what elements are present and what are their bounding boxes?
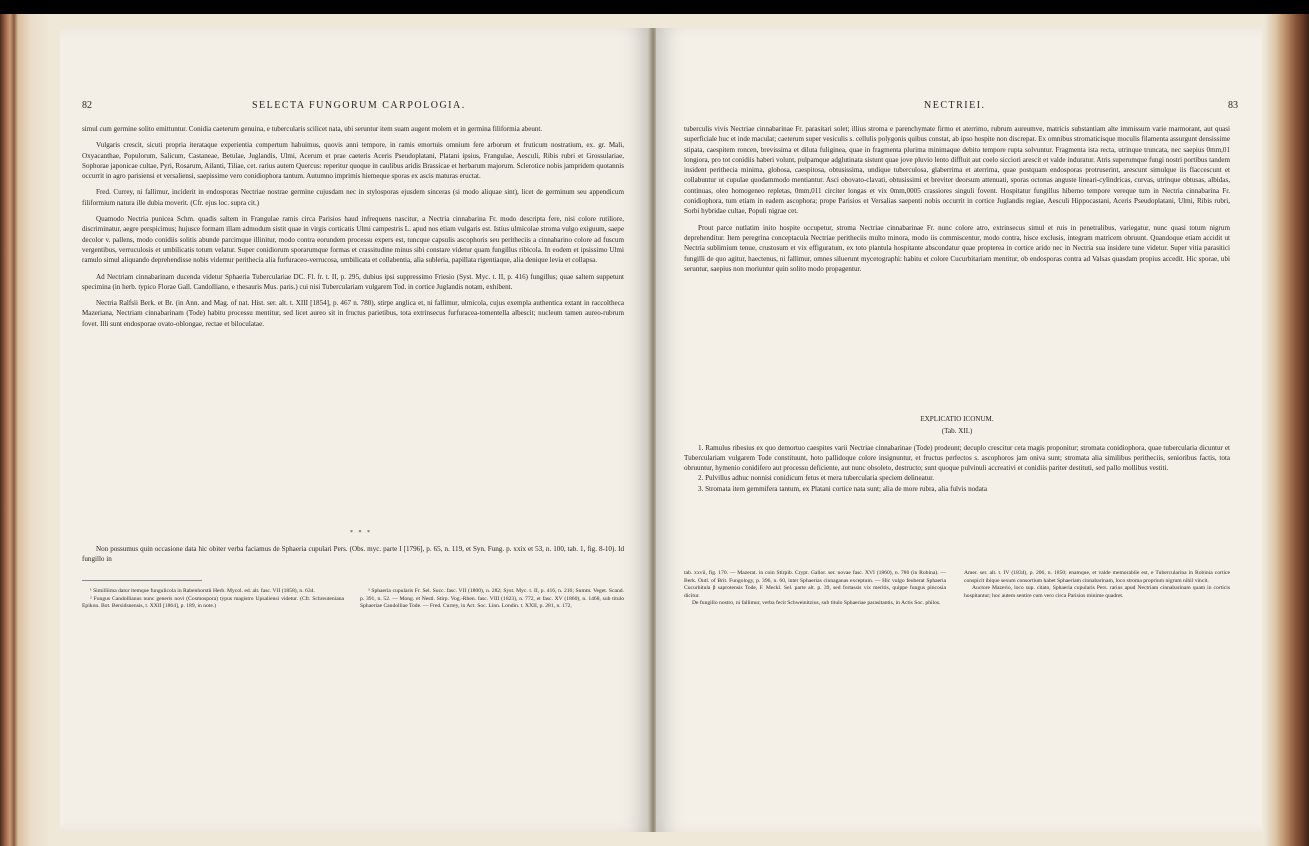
- footnote: ² Fungus Candollianus nunc generis novi (Cosmospora) typus magistro Upsaliensi videtur. (Cfr. Schreuteniana Epikon. Bot. Bersidsnensis, t. XXII [1864], p. 189, in note.): [82, 595, 344, 610]
- footnote: Amer. ser. alt. t. IV (1834), p. 206, n. 1850; enamque, et valde memorabile est, e Tubercularina in Robinia cortice conspicit ibique sexum consortium habet Sphaeriam cinnabarinam, loco stroma proprium nigrum nihil vincit.: [964, 570, 1230, 584]
- paragraph: Prout parce nutlatim inito hospite occupetur, stroma Nectriae cinnabarinae Fr. nunc colore atro, extrinsecus simul et ruis in penetralibus, variegatur, nunc quasi totum nigrum deprehenditur. Item peregrina conceptacula Nectriae peritheciis multo minora, modo iis commiscentur, modo contra, hisce exclusis, integram matricem obruunt. Quandoque etiam accidit ut Nectria sublimium tenue, crustosum et vix effiguratum, ex toto plantula hospitante abscondatur quae propterea in cortice arido nec in Nectria sua insidere tune videtur. Super vitia parasitici fungilli de quo agitur, haectenus, ni fallimur, omnes siluerunt mycetographi: habitu et colore Cucurbitariam mentitur, ob endosporas contra ad Valsas quasdam propius accedit. Hic sporae, ubi seruntur, saepius non moriuntur quin solito modo propagentur.: [684, 223, 1230, 273]
- section-subheading: (Tab. XII.): [941, 427, 973, 436]
- left-footnotes-col1: [82, 588, 344, 611]
- right-footnotes-col1: [684, 570, 946, 608]
- list-item: 1. Ramulus ribesius ex quo demortuo caespites varii Nectriae cinnabarinae (Tode) prodeunt; decuplo crescitur ceta magis proponitur; stromata conidiophora, quae tubercularia dicuntur et Tuberculariam vulgarem Tode constituunt, hoto pallidoque colore insignuntur, et fructus perfectos s. ascophoros jam oniva sunt; stromata alia similibus peritheciis, senioribus factis, tota obruuntur, hymenio conidifero aut processu deficiente, aut nunc obsoleto, destructo; sunt quoque pulvinuli accreativi et conidiis pariter destituti, sed pallo mollibus vestiti.: [684, 443, 1230, 473]
- paragraph: Vulgaris crescit, sicuti propria iterataque experientia compertum habuimus, quovis anni tempore, in ramis emortuis omnium fere arborum et fruticum nostratium, ex. gr. Mali, Oxyacanthae, Populorum, Salicum, Castaneae, Betulae, Juglandis, Ulmi, Acerum et prae caeteris Aceris Pseudoplatani, Platani ipsius, Frangulae, Aesculi, Ribis rubri et Grossulariae, Sophorae japonicae cultae, Pyri, Rosarum, Ailanti, Tiliae, cet. rarius autem Quercus: reperitur quoque in caulibus aridis Brassicae et herbarum majorum. Sclerotice nobis jampridem quotannis occurrit in agro parisiensi et versaliensi, saepissime vero conidiophora tantum. Autumno imprimis hiemeque sporas ex ascis maturas eructat.: [82, 141, 624, 181]
- paragraph: tuberculis vivis Nectriae cinnabarinae Fr. parasitari solet; illius stroma e parenchymate firmo et aterrimo, rubrum aureumve, matricis substantiam alte immissum varie marmorant, aut quasi superficiale huc et inde maculat; caeterum super vesiculis s. cellulis polygonis quibus constat, ab ipso hospite non discrepat. Ex omnibus stromaticisque moculis filamenta assurgunt densissime stipata, caespitem roncen, brevissima et diluta fuliginea, quae in fragmenta plurima minimaque debito tempore rupta solvuntur. Fragmenta ista recta, utrinque truncata, nec saepius 0mm,01 longiora, pro tot conidiis haberi volunt, pulpamque adglutinata sistunt quae jove pluvio lento diffluit aut coelo sicciori arescit et valde induratur. Atris superumque fungi nostri portibus tandem insident perithecia minima, globosa, caespitosa, obtusissima, undique tuberculosa, glaberrima et aterrima, quae postquam endosporas protruserint, arescunt simulque iis flaccescunt et collabuntur ut cupulae quodammodo mentiantur. Asci obovato-clavati, obtusissimi et breviter deorsum attenuati, sporas octonas anguste lineari-cylindricas, curvas, utrinque obtusas, albidas, continuas, oleo homogeneo repletas, 0mm,011 circiter longas et vix 0mm,0005 crassiores singuli fovent. Hospitatur fungillus hiberno tempore vereque tum in Nectria cinnabarina Fr. conidiophora, tum etiam in eadem ascophora; prope Parisios et Versalias saepenti nobis occurrit in cortice Juglandis regiae, Aesculi Hippocastani, Aceris Pseudoplatani, Ulmi, Ribis rubri, Sorbi hybridae cultae, Populi nigrae cet.: [684, 125, 1230, 216]
- left-body: [82, 124, 624, 329]
- book-edge: [1264, 14, 1309, 846]
- left-page: [60, 28, 650, 832]
- right-page: [656, 28, 1262, 832]
- footnote: Auctore Mazerio, loco sup. citato, Sphaeria cupularis Pers. rarius apud Nectriam cinnabarinam quam in corticis hospitantur; hoc autem sentire cum vero circa Parisios minime quadret.: [964, 585, 1230, 599]
- paragraph: Fred. Currey, ni fallimur, inciderit in endosporas Nectriae nostrae germine cujusdam nec in stylosporas ejusdem sinceras (si modo aliquae sint), licet de germinum seu appendicum filiformium natura ille dubia moverit. (Cfr. ejus loc. supra cit.): [82, 188, 624, 207]
- right-running-head: NECTRIEI.: [924, 100, 986, 111]
- footnote: tab. xxvii, fig. 170. — Mazerat. in coin Stirpib. Crypt. Gallor. ser. novae fasc. XVI (1860), n. 780 (in Robina). — Berk. Outl. of Brit. Fungology, p. 396, n. 60, inter Sphaerias cinnaganas exceptum. — Hic vulgo feuberat Sphaeria Cucurbitula β saprotensis Tode, F. Meckl. Sel. parte alt. p. 39, sed fortassis vix meritis, quippe fungus pincosia dicitur.: [684, 570, 946, 599]
- paragraph: Non possumus quin occasione data hic obiter verba faciamus de Sphaeria cupulari Pers. (Obs. myc. parte I [1796], p. 65, n. 119, et Syn. Fung. p. xxix et 53, n. 100, tab. 1, fig. 8-10). Id fungillo in: [82, 545, 624, 564]
- footnote: De fungillo nostro, ni fallimur, verba fecit Schweinitzius, sub titulo Sphaeriae parasitantis, in Actis Soc. philos.: [692, 600, 941, 607]
- left-footnotes-col2: [360, 588, 624, 611]
- paragraph: Quamodo Nectria punicea Schm. quadis saltem in Frangulae ramis circa Parisios haud infrequens nascitur, a Nectria cinnabarina Fr. modo descripta fere, nisi colore rutiliore, discriminatur, aegre perspicimus; hujusce formam illam admodum sistit quae in virgis corticatis Ulmi campestris L. apud nos etiam vulgaris est. Istius ulmicolae stroma vulgo exiguum, saepe decolor v. pallens, modo conidiis solitis abunde parcimque illinitur, modo contra eorundem processu expers est, tuncque capsulis ascophoris seu peritheciis a cinnabarino colore ad fuscum vergentibus, verruculosis et umbilicatis totum velatur. Super conidiorum sporarumque formas et crassitudine minus sibi constare videtur quam fungillus ribicola. In eodem et ipsissimo Ulmi ramulo simul aliquando deprehendisse nobis videmur perithecia alia furfuraceo-verrucosa, umbilicata et collabentia, alia subleria, papillata rigentiaque, alia denique levia et collapsa.: [82, 215, 624, 265]
- left-body-lower: [82, 544, 624, 565]
- left-page-number: 82: [82, 100, 92, 111]
- paragraph: Ad Nectriam cinnabarinam ducenda videtur Sphaeria Tuberculariae DC. Fl. fr. t. II, p. 295, dubius ipsi suppressimo Friesio (Syst. Myc. t. II, p. 416) fungillus; quae saltem suppetunt specimina (in herb. typico Florae Gall. Candolliano, e thesauris Mus. paris.) cui nisi Tuberculariam vulgarem Tod. in cortice Juglandis notam, exhibent.: [82, 272, 624, 291]
- section-divider: * * *: [350, 530, 372, 536]
- paragraph: simul cum germine solito emittuntur. Conidia caeterum genuina, e tubercularis scilicet nata, ubi seruntur item suam augent molem et in germina filiformia abeunt.: [82, 125, 543, 133]
- list-item: 3. Stromata item gemmifera tantum, ex Platani cortice nata sunt; alia de more rubra, alia fulvis nodata: [698, 484, 987, 493]
- explicatio-section: [684, 414, 1230, 494]
- right-page-number: 83: [1228, 100, 1238, 111]
- footnote: ¹ Similliima datur itemque fungulicola in Rabenhorstii Herb. Mycol. ed. alt. fasc. VII (1858), n. 634.: [90, 588, 315, 594]
- left-running-head: SELECTA FUNGORUM CARPOLOGIA.: [252, 100, 466, 111]
- section-heading: EXPLICATIO ICONUM.: [920, 415, 994, 423]
- right-body: [684, 124, 1230, 274]
- list-item: 2. Pulvillus adhuc nonnisi conidicum fetus et mera tubercularia speciem delineatur.: [698, 474, 934, 483]
- paragraph: Nectria Ralfsii Berk. et Br. (in Ann. and Mag. of nat. Hist. ser. alt. t. XIII [1854], p. 467 n. 780), stirpe anglica et, ni fallimur, ulmicola, cujus exempla authentica extant in raccoltheca Mazeriana, Nectriam cinnabarinam (Tode) habitu processu mentitur, sed licet aureo sit in fructus parietibus, tota extrinsecus furfuracea-tomentella albescit; nucleum tamen aureo-rubrum fovet. Illi sunt endosporae ovato-oblongae, rectae et biloculatae.: [82, 299, 624, 328]
- right-footnotes-col2: [964, 570, 1230, 600]
- footnote: ³ Sphaeria cupularis Fr. Sel. Succ. fasc. VII (1800), n. 282; Syst. Myc. t. II, p. 416, n. 216; Summ. Veget. Scand. p. 391, n. 52. — Mong. et Nestl. Stirp. Vog.-Rhen. fasc. VIII (1823), n. 772, et fasc. XV (1860), n. 1468, sub titulo Sphaeriae Candolliae Tode. — Fred. Currey, in Act. Soc. Linn. Londin. t. XXII, p. 281, n. 172,: [360, 588, 624, 610]
- footnote-rule: [82, 580, 202, 581]
